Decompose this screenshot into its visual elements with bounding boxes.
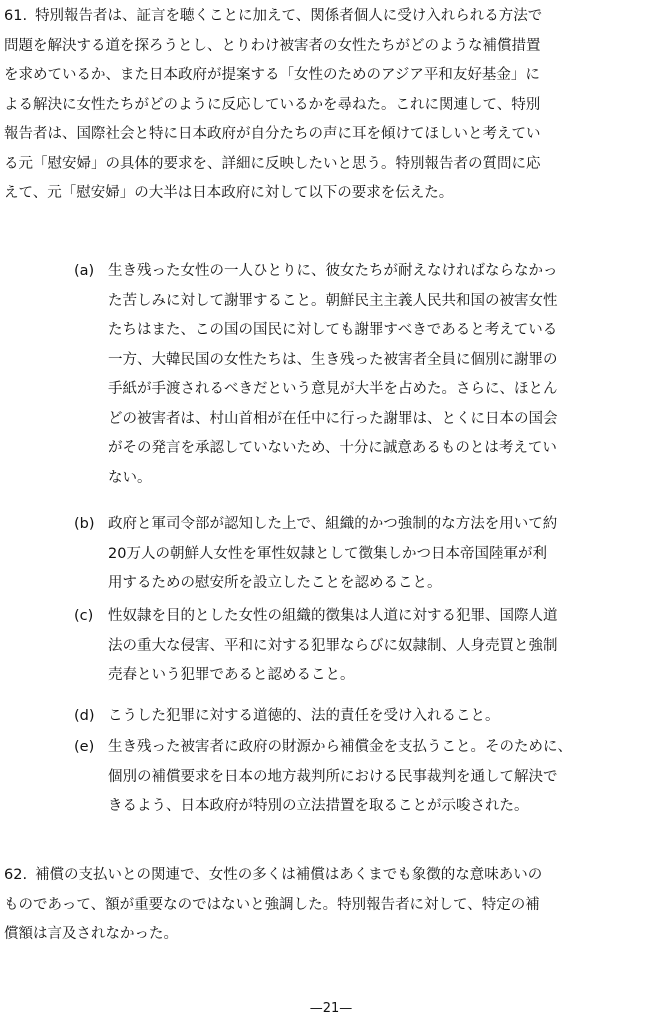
list-item-line: 法の重大な侵害、平和に対する犯罪ならびに奴隷制、人身売買と強制 (108, 637, 558, 654)
paragraph-line: よる解決に女性たちがどのように反応しているかを尋ねた。これに関連して、特別 (4, 96, 541, 113)
list-item-line: 政府と軍司令部が認知した上で、組織的かつ強制的な方法を用いて約 (108, 516, 558, 532)
paragraph-line: 報告者は、国際社会と特に日本政府が自分たちの声に耳を傾けてほしいと考えてい (4, 126, 541, 142)
list-item-marker: (d) (74, 708, 95, 724)
list-item-a (74, 257, 658, 493)
list-item-line: 用するための慰安所を設立したことを認めること。 (108, 575, 442, 591)
paragraph-line: 償額は言及されなかった。 (4, 926, 178, 942)
list-item-line: 性奴隷を目的とした女性の組織的徴集は人道に対する犯罪、国際人道 (108, 608, 558, 624)
paragraph-line: る元「慰安婦」の具体的要求を、詳細に反映したいと思う。特別報告者の質問に応 (4, 155, 541, 172)
list-item-marker: (c) (74, 608, 94, 624)
list-item-line: た苦しみに対して謝罪すること。朝鮮民主主義人民共和国の被害女性 (108, 292, 558, 309)
list-item-line: 手紙が手渡されるべきだという意見が大半を占めた。さらに、ほとん (108, 381, 558, 397)
paragraph-number: 61. (4, 8, 28, 24)
list-item-line: たちはまた、この国の国民に対しても謝罪すべきであると考えている (108, 322, 558, 338)
list-item-marker: (b) (74, 516, 95, 532)
page-number: —21— (309, 1001, 353, 1016)
paragraph-number: 62. (4, 867, 28, 883)
list-item-line: 売春という犯罪であると認めること。 (108, 667, 355, 683)
paragraph-text: 補償の支払いとの関連で、女性の多くは補償はあくまでも象徴的な意味あいの (35, 867, 543, 883)
paragraph-line (4, 861, 656, 891)
list-item-marker: (a) (74, 263, 95, 279)
list-item-line: こうした犯罪に対する道徳的、法的責任を受け入れること。 (108, 708, 500, 724)
paragraph-61 (4, 2, 656, 209)
paragraph-62 (4, 861, 656, 950)
list-item-line: ない。 (108, 469, 152, 486)
list-item-line: きるよう、日本政府が特別の立法措置を取ることが示唆された。 (108, 798, 529, 814)
list-item-e (74, 733, 658, 822)
list-item-line: どの被害者は、村山首相が在任中に行った謝罪は、とくに日本の国会 (108, 410, 558, 427)
list-item-line: がその発言を承認していないため、十分に誠意あるものとは考えてい (108, 440, 557, 456)
paragraph-line: を求めているか、また日本政府が提案する「女性のためのアジア平和友好基金」に (4, 67, 540, 83)
list-item-marker: (e) (74, 739, 95, 755)
list-item-b (74, 510, 658, 599)
list-item-d (74, 702, 658, 732)
paragraph-line: ものであって、額が重要なのではないと強調した。特別報告者に対して、特定の補 (4, 896, 540, 913)
paragraph-line (4, 2, 656, 32)
list-item-line: 個別の補償要求を日本の地方裁判所における民事裁判を通して解決で (108, 768, 558, 785)
list-item-c (74, 602, 658, 691)
list-item-line: 生き残った女性の一人ひとりに、彼女たちが耐えなければならなかっ (108, 263, 558, 279)
list-item-line: 生き残った被害者に政府の財源から補償金を支払うこと。そのために、 (108, 739, 572, 755)
paragraph-line: えて、元「慰安婦」の大半は日本政府に対して以下の要求を伝えた。 (4, 185, 454, 201)
list-item-line: 一方、大韓民国の女性たちは、生き残った被害者全員に個別に謝罪の (108, 351, 558, 368)
list-item-line: 20万人の朝鮮人女性を軍性奴隷として徴集しかつ日本帝国陸軍が利 (108, 545, 547, 562)
paragraph-line: 問題を解決する道を探ろうとし、とりわけ被害者の女性たちがどのような補償措置 (4, 37, 541, 54)
paragraph-text: 特別報告者は、証言を聴くことに加えて、関係者個人に受け入れられる方法で (35, 8, 543, 24)
